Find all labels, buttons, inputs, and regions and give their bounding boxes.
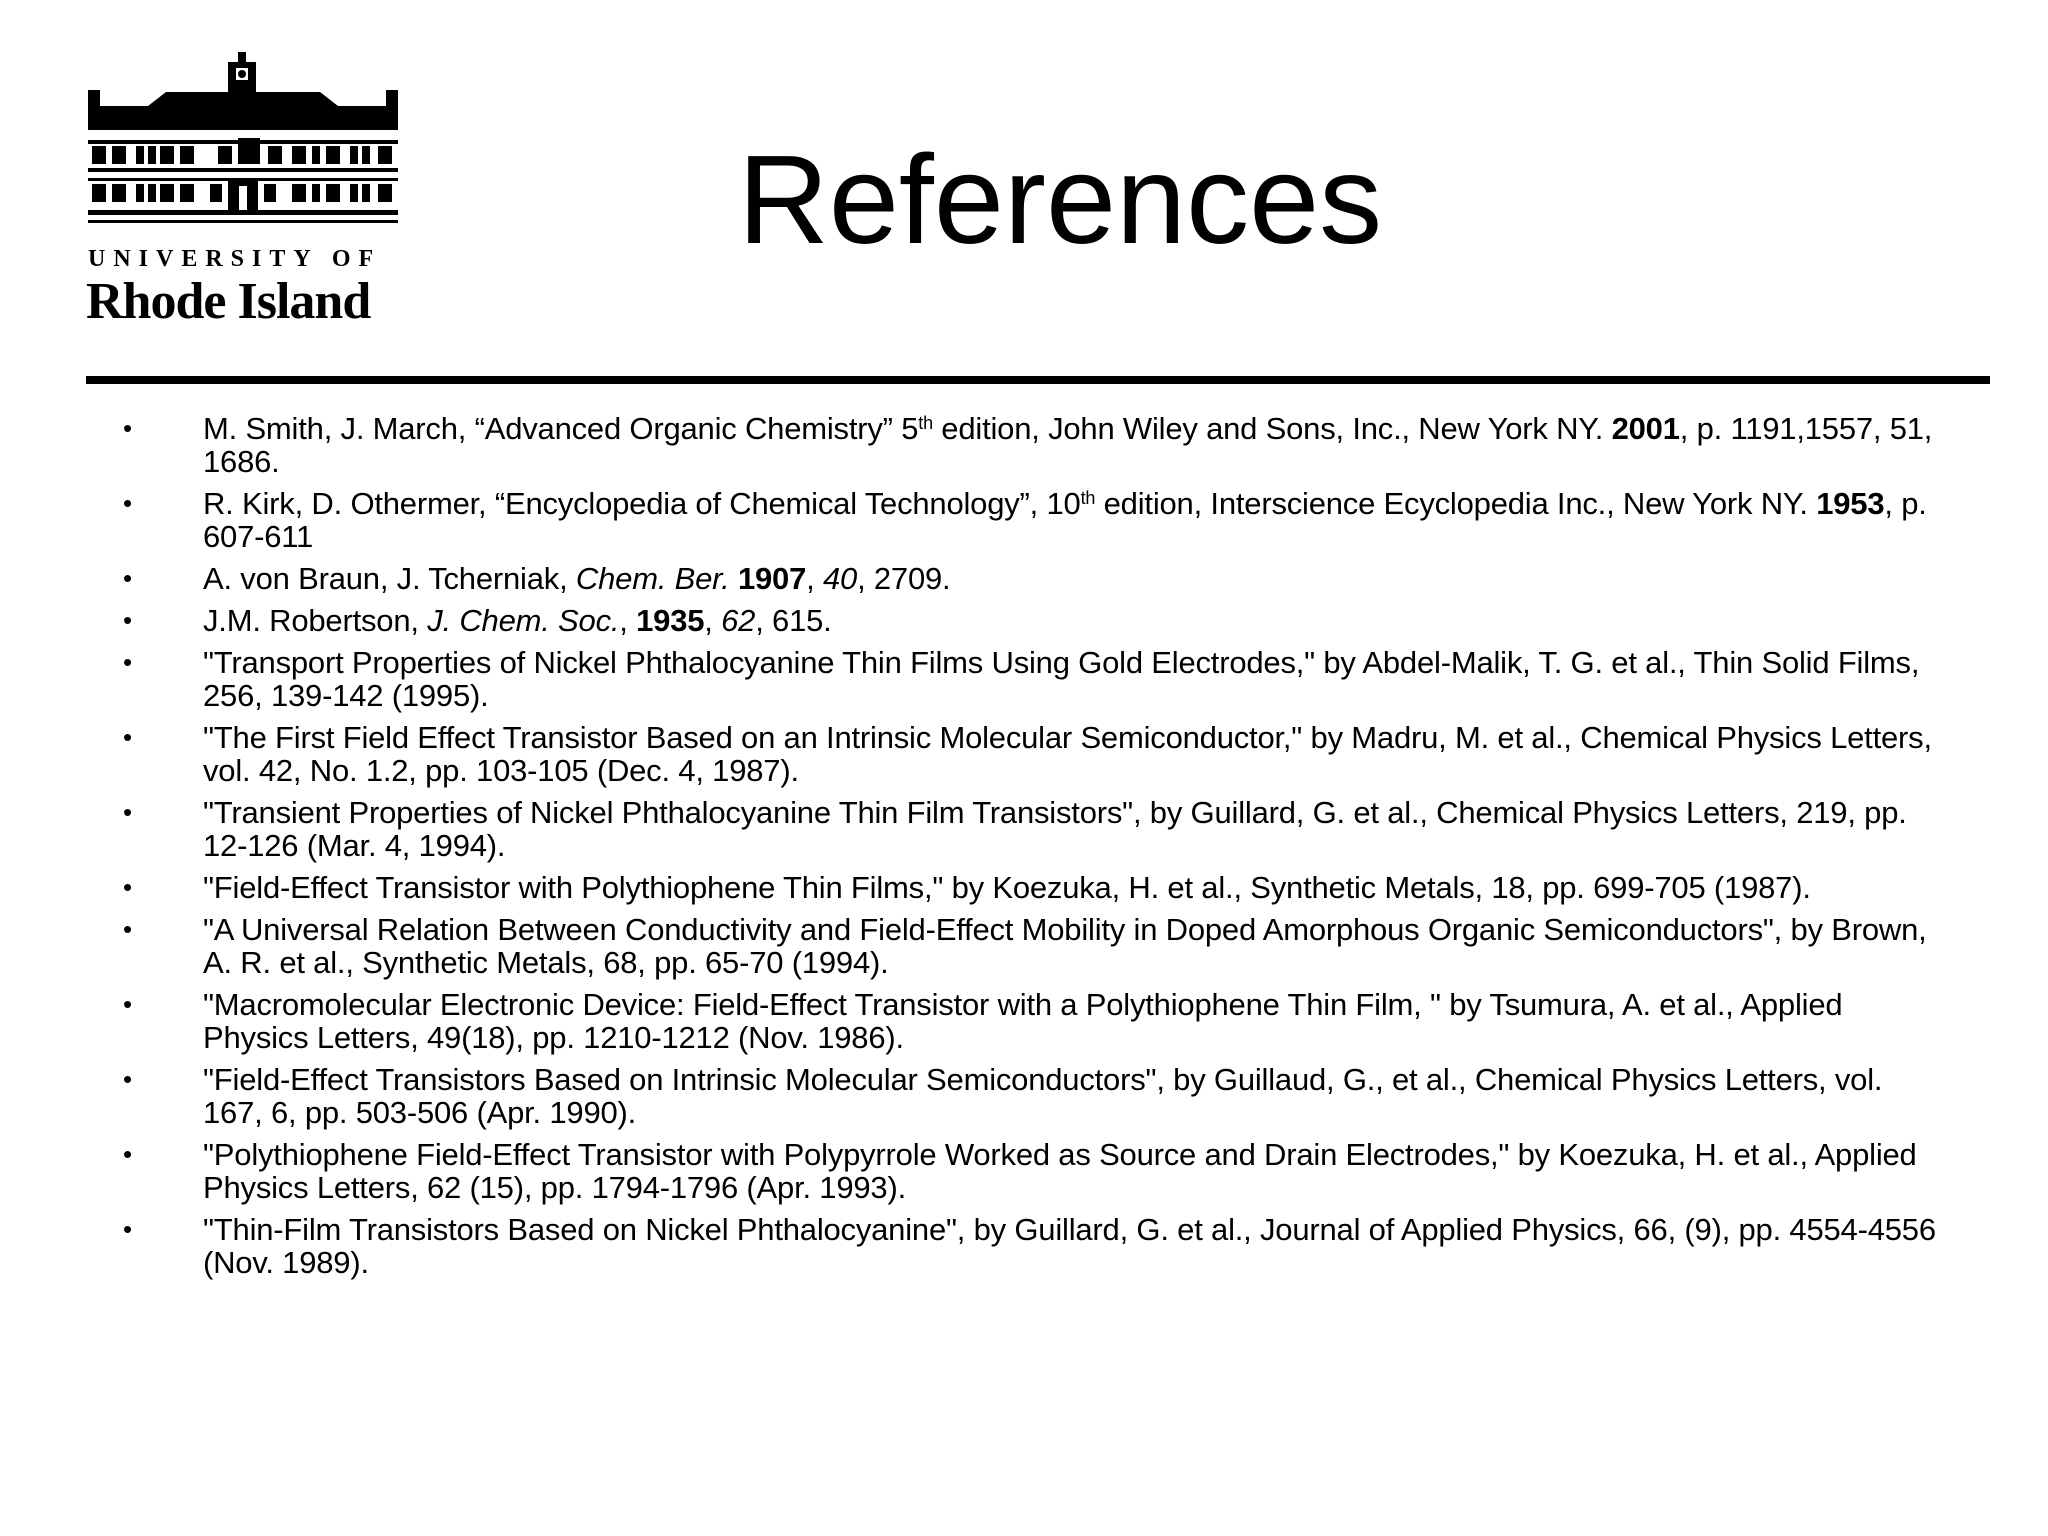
reference-text: 40 — [822, 561, 858, 596]
reference-text: "Field-Effect Transistor with Polythiophene Thin Films," by Koezuka, H. et al., Synthetic Metals, 18, pp. 699-705 (1987). — [203, 870, 1811, 905]
reference-text: , — [704, 603, 722, 638]
bullet-icon: • — [123, 1214, 132, 1244]
reference-text: Chem. Ber. — [575, 561, 730, 596]
logo-rhode-island: Rhode Island — [86, 273, 371, 330]
reference-item — [120, 871, 1950, 904]
bullet-icon: • — [123, 989, 132, 1019]
bullet-icon: • — [123, 872, 132, 902]
bullet-icon: • — [123, 647, 132, 677]
reference-item — [120, 1213, 1950, 1279]
reference-text: "Field-Effect Transistors Based on Intrinsic Molecular Semiconductors", by Guillaud, G., et al., Chemical Physics Letters, vol. 167, 6, pp. 503-506 (Apr. 1990). — [203, 1062, 1883, 1130]
reference-text — [730, 561, 738, 596]
reference-text: , p. 1191,1557, 51, 1686. — [203, 411, 1933, 479]
reference-text: th — [1080, 488, 1096, 508]
reference-text: M. Smith, J. March, “Advanced Organic Chemistry” 5 — [203, 411, 919, 446]
reference-text: 1907 — [737, 561, 807, 596]
reference-text: 62 — [721, 603, 756, 638]
reference-text: , — [619, 603, 637, 638]
reference-text: , 615. — [755, 603, 832, 638]
reference-item — [120, 913, 1950, 979]
reference-item — [120, 646, 1950, 712]
reference-item — [120, 796, 1950, 862]
bullet-icon: • — [123, 914, 132, 944]
reference-text: "Polythiophene Field-Effect Transistor with Polypyrrole Worked as Source and Drain Electrodes," by Koezuka, H. et al., Applied Physics Letters, 62 (15), pp. 1794-1796 (Apr. 1993). — [203, 1137, 1917, 1205]
bullet-icon: • — [123, 722, 132, 752]
reference-item — [120, 562, 1950, 595]
reference-text: , — [806, 561, 823, 596]
bullet-icon: • — [123, 563, 132, 593]
reference-text: 1953 — [1816, 486, 1885, 521]
bullet-icon: • — [123, 1139, 132, 1169]
reference-item — [120, 604, 1950, 637]
reference-text: J.M. Robertson, — [203, 603, 428, 638]
references-list — [120, 412, 1950, 1288]
reference-item — [120, 487, 1950, 553]
reference-text: "Transport Properties of Nickel Phthalocyanine Thin Films Using Gold Electrodes," by Abdel-Malik, T. G. et al., Thin Solid Films, 256, 139-142 (1995). — [203, 645, 1920, 713]
bullet-icon: • — [123, 1064, 132, 1094]
reference-text: "A Universal Relation Between Conductivity and Field-Effect Mobility in Doped Amorphous Organic Semiconductors", by Brown, A. R. et al., Synthetic Metals, 68, pp. 65-70 (1994). — [203, 912, 1927, 980]
reference-text: edition, Interscience Ecyclopedia Inc., New York NY. — [1095, 486, 1817, 521]
university-logo — [88, 50, 398, 335]
bullet-icon: • — [123, 605, 132, 635]
bullet-icon: • — [123, 797, 132, 827]
reference-text: 1935 — [636, 603, 705, 638]
bullet-icon: • — [123, 488, 132, 518]
reference-text: "Macromolecular Electronic Device: Field-Effect Transistor with a Polythiophene Thin Film, " by Tsumura, A. et al., Applied Physics Letters, 49(18), pp. 1210-1212 (Nov. 1986). — [203, 987, 1843, 1055]
slide-title: References — [737, 129, 1383, 270]
reference-text: A. von Braun, J. Tcherniak, — [203, 561, 576, 596]
reference-text: J. Chem. Soc. — [427, 603, 620, 638]
logo-university-of: UNIVERSITY OF — [88, 246, 382, 272]
reference-item — [120, 721, 1950, 787]
reference-text: , p. 607-611 — [203, 486, 1927, 554]
reference-item — [120, 412, 1950, 478]
reference-text: "Transient Properties of Nickel Phthalocyanine Thin Film Transistors", by Guillard, G. et al., Chemical Physics Letters, 219, pp. 12-126 (Mar. 4, 1994). — [203, 795, 1907, 863]
reference-text: R. Kirk, D. Othermer, “Encyclopedia of Chemical Technology”, 10 — [203, 486, 1081, 521]
reference-text: "Thin-Film Transistors Based on Nickel Phthalocyanine", by Guillard, G. et al., Journal of Applied Physics, 66, (9), pp. 4554-4556 (Nov. 1989). — [203, 1212, 1936, 1280]
building-icon — [88, 50, 398, 235]
reference-text: edition, John Wiley and Sons, Inc., New York NY. — [932, 411, 1612, 446]
reference-text: th — [918, 413, 933, 433]
title-divider — [86, 376, 1990, 384]
reference-item — [120, 1138, 1950, 1204]
reference-item — [120, 988, 1950, 1054]
bullet-icon: • — [123, 413, 132, 443]
reference-text: , 2709. — [857, 561, 951, 596]
reference-text: "The First Field Effect Transistor Based on an Intrinsic Molecular Semiconductor," by Madru, M. et al., Chemical Physics Letters, vol. 42, No. 1.2, pp. 103-105 (Dec. 4, 1987). — [203, 720, 1932, 788]
reference-text: 2001 — [1611, 411, 1680, 446]
reference-item — [120, 1063, 1950, 1129]
